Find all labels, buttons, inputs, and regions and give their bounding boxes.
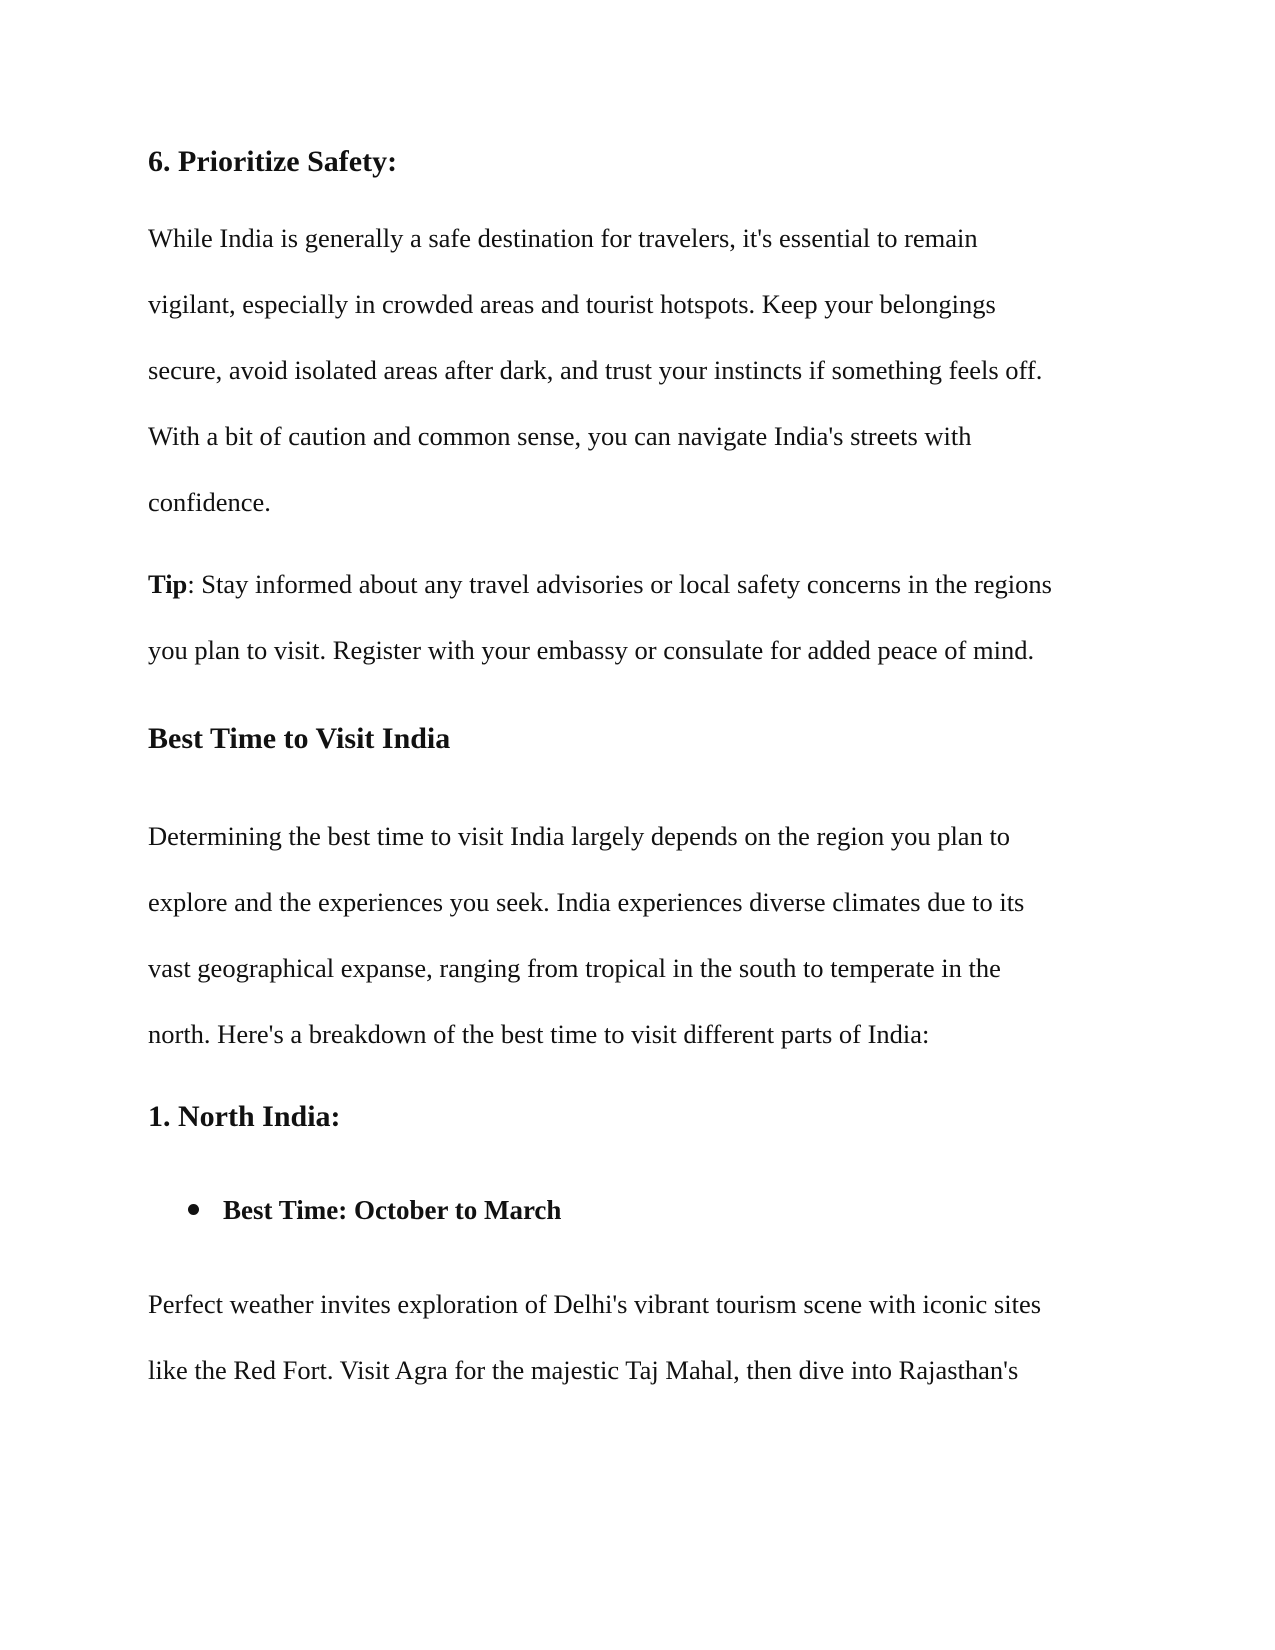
paragraph-line: confidence. — [148, 487, 271, 517]
paragraph-line: Perfect weather invites exploration of Delhi's vibrant tourism scene with iconic sites — [148, 1289, 1042, 1319]
tip-label: Tip — [148, 569, 188, 599]
bullet-icon — [188, 1204, 199, 1215]
paragraph-line: vigilant, especially in crowded areas and tourist hotspots. Keep your belongings — [148, 289, 996, 319]
paragraph-line: vast geographical expanse, ranging from tropical in the south to temperate in the — [148, 953, 1001, 983]
tip-text: : Stay informed about any travel advisories or local safety concerns in the regions — [187, 569, 1052, 599]
safety-paragraph — [148, 205, 1123, 535]
best-time-bullet — [188, 1192, 561, 1228]
north-india-paragraph — [148, 1271, 1123, 1403]
paragraph-line: Determining the best time to visit India largely depends on the region you plan to — [148, 821, 1011, 851]
safety-heading: 6. Prioritize Safety: — [148, 145, 398, 178]
paragraph-line: like the Red Fort. Visit Agra for the majestic Taj Mahal, then dive into Rajasthan's — [148, 1355, 1019, 1385]
tip-line — [148, 551, 1123, 617]
paragraph-line: north. Here's a breakdown of the best time to visit different parts of India: — [148, 1019, 930, 1049]
best-time-paragraph — [148, 803, 1123, 1067]
best-time-heading: Best Time to Visit India — [148, 722, 451, 755]
bullet-text: Best Time: October to March — [223, 1195, 562, 1225]
tip-line: you plan to visit. Register with your embassy or consulate for added peace of mind. — [148, 635, 1035, 665]
paragraph-line: With a bit of caution and common sense, you can navigate India's streets with — [148, 421, 972, 451]
paragraph-line: secure, avoid isolated areas after dark, and trust your instincts if something feels off. — [148, 355, 1043, 385]
paragraph-line: explore and the experiences you seek. India experiences diverse climates due to its — [148, 887, 1025, 917]
north-india-heading: 1. North India: — [148, 1100, 341, 1133]
tip-paragraph — [148, 551, 1123, 683]
paragraph-line: While India is generally a safe destination for travelers, it's essential to remain — [148, 223, 978, 253]
